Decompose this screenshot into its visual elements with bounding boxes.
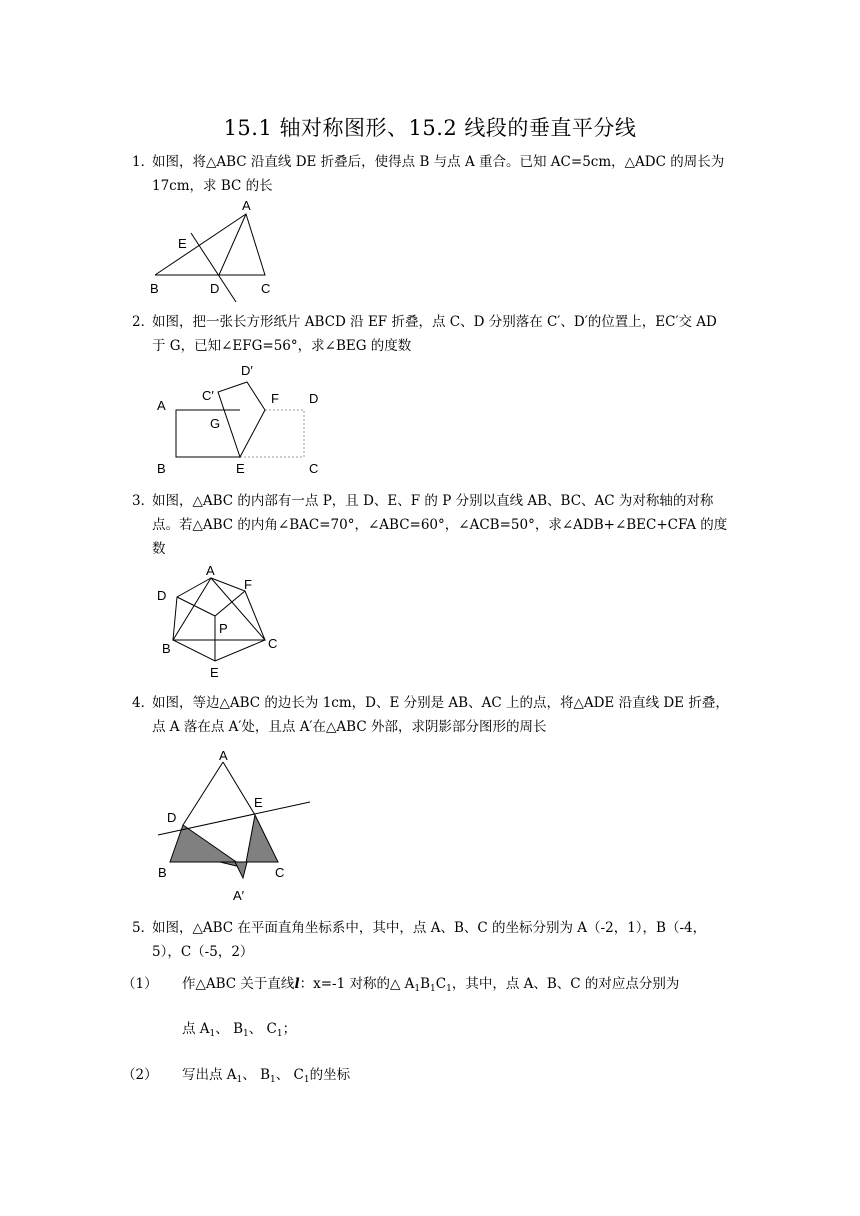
line-l-symbol: l: [294, 976, 300, 992]
label-c: C: [261, 281, 271, 296]
label-c: C: [309, 461, 319, 476]
q5-part-1-line-2: 点 $A_1$、 $B_1$、 $C_1$；: [182, 1021, 297, 1039]
label-d: D: [157, 588, 167, 603]
label-c: C: [268, 636, 278, 651]
side-ad: [183, 762, 223, 825]
problem-text: 如图，把一张长方形纸片 ABCD 沿 EF 折叠，点 C、D 分别落在 C′、D′的位置上，EC′交 AD 于 G，已知∠EFG=56°，求∠BEG 的度数: [152, 314, 717, 354]
rectangle-abe: [176, 410, 240, 457]
label-b: B: [157, 461, 166, 476]
label-f: F: [244, 577, 252, 592]
segments-to-p: [177, 591, 245, 616]
part-text: 写出点 $A_1$、 $B_1$、 $C_1$的坐标: [182, 1067, 351, 1085]
label-b: B: [162, 641, 171, 656]
problem-4: [132, 691, 732, 739]
label-g: G: [210, 416, 221, 431]
folded-part: [218, 382, 265, 457]
figure-1: [145, 196, 285, 306]
label-d: D: [210, 281, 220, 296]
label-e: E: [210, 665, 219, 680]
label-f: F: [271, 391, 279, 406]
label-d: D: [167, 810, 177, 825]
triangle-abc: [155, 214, 265, 275]
side-ae: [223, 762, 255, 815]
page-title: 15.1 轴对称图形、15.2 线段的垂直平分线: [223, 116, 637, 140]
label-a: A: [242, 198, 251, 213]
label-a-prime: A′: [233, 888, 245, 903]
problem-number: 4．: [132, 695, 155, 711]
label-e: E: [178, 236, 187, 251]
label-p: P: [219, 621, 228, 636]
part-text: 作△ABC 关于直线l：x=-1 对称的△ $A_1B_1C_1$，其中，点 A、B、C 的对应点分别为: [182, 976, 680, 994]
problem-text: 如图，△ABC 在平面直角坐标系中，其中，点 A、B、C 的坐标分别为 A（-2，1），B（-4，5），C（-5，2）: [152, 920, 707, 960]
problem-number: 1．: [132, 154, 155, 170]
label-c: C: [275, 865, 285, 880]
problem-number: 3．: [132, 493, 155, 509]
label-a: A: [219, 748, 228, 763]
figure-3: [150, 560, 290, 685]
label-e: E: [236, 461, 245, 476]
problem-1: [132, 150, 732, 198]
label-d-prime: D′: [241, 363, 253, 378]
label-b: B: [150, 281, 159, 296]
fold-line-de: [158, 802, 310, 835]
label-a: A: [157, 398, 166, 413]
shaded-right: [245, 815, 278, 868]
figure-4: [150, 745, 320, 910]
label-e: E: [254, 795, 263, 810]
problem-text: 如图，等边△ABC 的边长为 1cm，D、E 分别是 AB、AC 上的点，将△ADE 沿直线 DE 折叠，点 A 落在点 A′处，且点 A′在△ABC 外部，求阴影部分图形的周长: [152, 695, 729, 735]
problem-2: [132, 310, 732, 358]
problem-3: [132, 489, 732, 561]
shaded-bottom: [235, 862, 247, 878]
problem-text: 如图，△ABC 的内部有一点 P，且 D、E、F 的 P 分别以直线 AB、BC、AC 为对称轴的对称点。若△ABC 的内角∠BAC=70°，∠ABC=60°，∠ACB=50°，求∠ADB+∠BEC+CFA 的度数: [152, 493, 728, 557]
problem-number: 5．: [132, 920, 155, 936]
part-label: （2）: [122, 1067, 158, 1083]
label-d: D: [309, 391, 319, 406]
label-c-prime: C′: [202, 388, 214, 403]
label-b: B: [158, 865, 167, 880]
dashed-rectangle-part: [240, 410, 304, 457]
problem-text: 如图，将△ABC 沿直线 DE 折叠后，使得点 B 与点 A 重合。已知 AC=5cm，△ADC 的周长为 17cm，求 BC 的长: [152, 154, 725, 194]
problem-number: 2．: [132, 314, 155, 330]
label-a: A: [206, 563, 215, 578]
problem-5: [132, 916, 732, 964]
part-label: （1）: [122, 976, 158, 992]
figure-2: [150, 360, 335, 480]
